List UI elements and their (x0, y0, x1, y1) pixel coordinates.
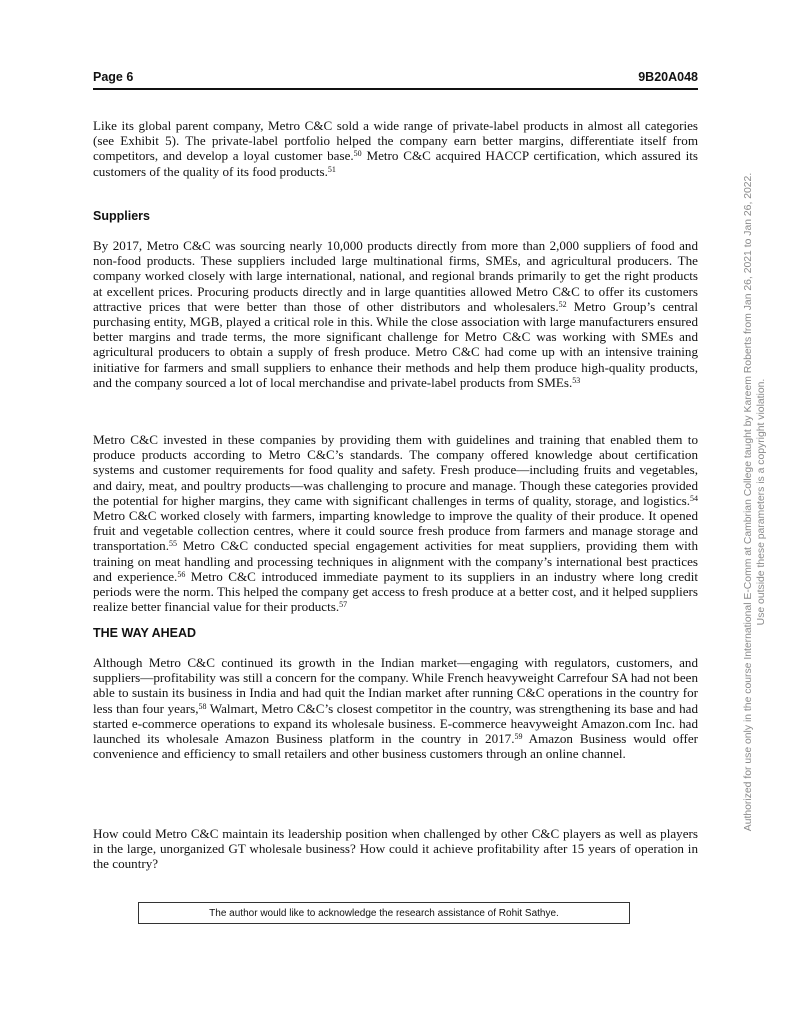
footnote-ref: 51 (327, 164, 336, 174)
watermark-line-2: Use outside these parameters is a copyright violation. (756, 378, 767, 626)
footnote-ref: 50 (353, 149, 362, 159)
footnote-ref: 52 (558, 299, 567, 309)
footnote-ref: 55 (169, 539, 177, 549)
footnote-ref: 53 (572, 375, 581, 385)
paragraph-suppliers-1: By 2017, Metro C&C was sourcing nearly 10,000 products directly from more than 2,000 suppliers of food and non-food products. These suppliers included large multinational firms, SMEs, and agricultural producers. The company worked closely with large international, national, and regional brands primarily to get the right products at excellent prices. Procuring products directly and in large quantities allowed Metro C&C to offer its customers attractive prices that were better than those of other distributors and wholesalers.$^{52}$ Metro Group’s central purchasing entity, MGB, played a critical role in this. While the close association with large manufacturers ensured better margins and trade terms, the more significant challenge for Metro C&C was working with SMEs and agricultural producers to obtain a supply of fresh produce. Metro C&C had come up with an intensive training initiative for farmers and small suppliers to enhance their methods and help them produce high-quality products, and the company sourced a lot of local merchandise and private-label products from SMEs.$^{53}$ (93, 238, 698, 390)
page-header (93, 70, 698, 88)
heading-the-way-ahead: THE WAY AHEAD (93, 626, 197, 640)
heading-suppliers: Suppliers (93, 209, 150, 223)
footnote-ref: 54 (690, 493, 698, 503)
paragraph-suppliers-2: Metro C&C invested in these companies by providing them with guidelines and training that enabled them to produce products according to Metro C&C’s standards. The company offered knowledge about certification systems and customer requirements for food quality and safety. Fresh produce—including fruits and vegetables, and dairy, meat, and poultry products—was challenging to procure and manage. Though these categories provided the potential for higher margins, they came with significant challenges in terms of quality, storage, and logistics.$^{54}$ Metro C&C worked closely with farmers, imparting knowledge to improve the quality of their produce. It opened fruit and vegetable collection centres, where it could source fresh produce from farmers and manage storage and transportation.$^{55}$ Metro C&C conducted special engagement activities for meat suppliers, providing them with training on meat handling and processing techniques in alignment with the company’s international best practices and experience.$^{56}$ Metro C&C introduced immediate payment to its suppliers in an industry where long credit periods were the norm. This helped the company get access to fresh produce at a better cost, and it helped suppliers realize better financial value for their products.$^{57}$ (93, 432, 698, 615)
acknowledgement-box (138, 902, 630, 924)
page-number: Page 6 (93, 70, 134, 84)
paragraph-private-label: Like its global parent company, Metro C&C sold a wide range of private-label products in almost all categories (see Exhibit 5). The private-label portfolio helped the company earn better margins, differentiate itself from competitors, and develop a loyal customer base.$^{50}$ Metro C&C acquired HACCP certification, which assured its customers of the quality of its food products.$^{51}$ (93, 118, 698, 179)
paragraph-way-ahead-1: Although Metro C&C continued its growth in the Indian market—engaging with regulators, customers, and suppliers—profitability was still a concern for the company. While French heavyweight Carrefour SA had not been able to sustain its business in India and had quit the Indian market after running C&C operations in the country for less than four years,$^{58}$ Walmart, Metro C&C’s closest competitor in the country, was strengthening its base and had started e-commerce operations to expand its wholesale business. E-commerce heavyweight Amazon.com Inc. had launched its wholesale Amazon Business platform in the country in 2017.59 Amazon Business would offer convenience and efficiency to small retailers and other business customers through an online channel. (93, 655, 698, 762)
case-id: 9B20A048 (638, 70, 698, 84)
footnote-ref: 57 (339, 600, 348, 610)
paragraph-way-ahead-2: How could Metro C&C maintain its leadership position when challenged by other C&C players as well as players in the large, unorganized GT wholesale business? How could it achieve profitability after 15 years of operation in the country? (93, 826, 698, 872)
footnote-ref: 58 (198, 701, 207, 711)
acknowledgement-text: The author would like to acknowledge the research assistance of Rohit Sathye. (209, 907, 559, 919)
header-rule (93, 88, 698, 90)
footnote-ref: 56 (177, 569, 186, 579)
footnote-ref: 59 (514, 732, 523, 742)
watermark-line-1: Authorized for use only in the course International E-Comm at Cambrian College taught by Kareem Roberts from Jan 26, 2021 to Jan 26, 2022. (743, 172, 754, 832)
